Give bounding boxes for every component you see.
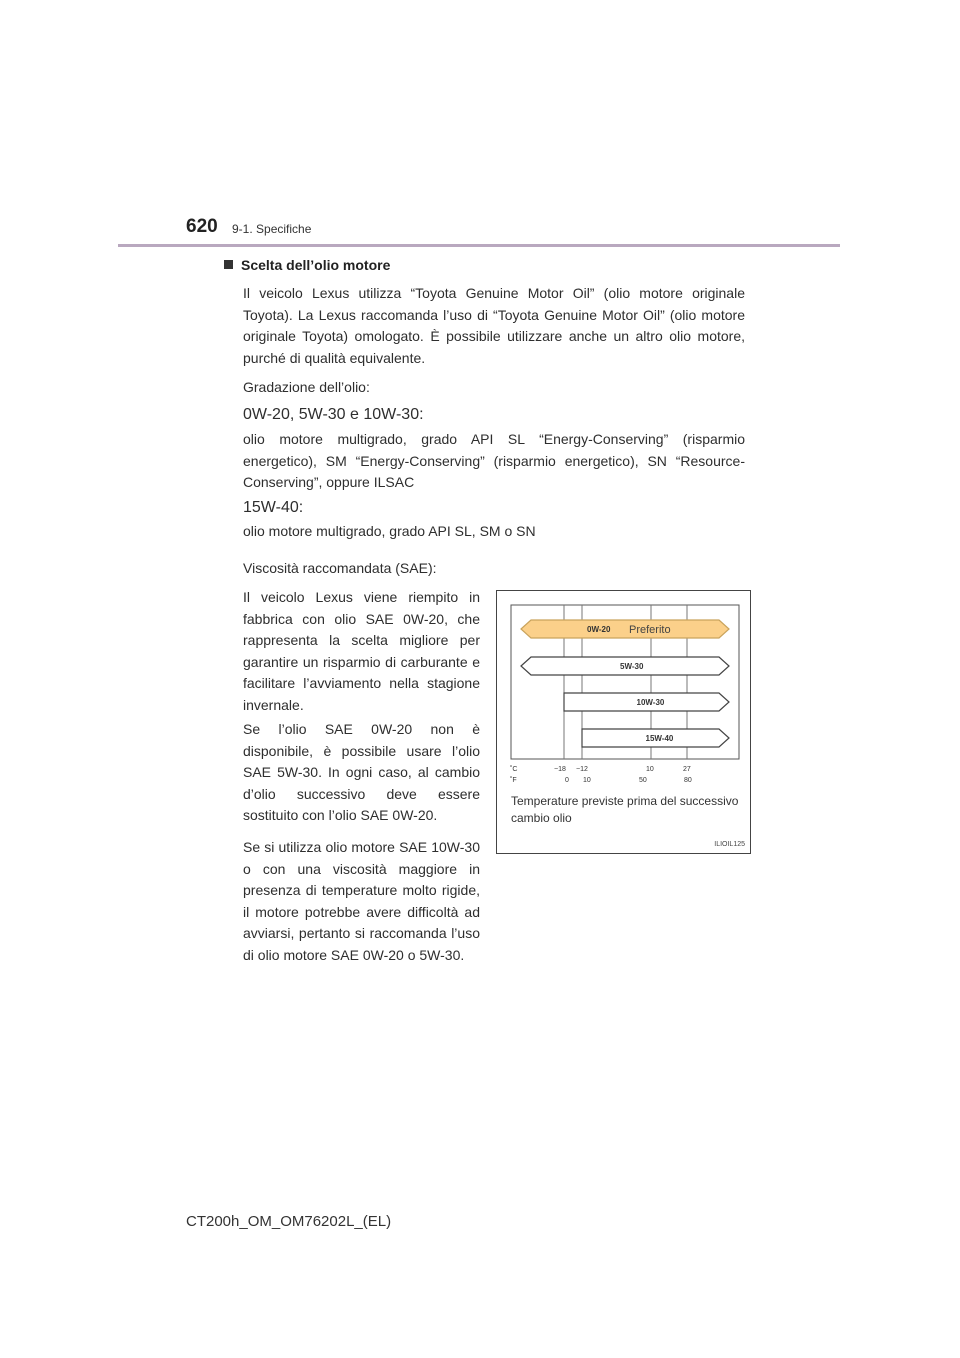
diagram-caption: Temperature previste prima del successivo cambio olio: [511, 794, 739, 825]
viscosity-diagram: [496, 590, 751, 854]
grade1-title: 0W-20, 5W-30 e 10W-30:: [243, 406, 424, 423]
body-paragraph-3: Se si utilizza olio motore SAE 10W-30 o con una viscosità maggiore in presenza di temperature molto rigide, il motore potrebbe avere difficoltà ad avviarsi, pertanto si raccomanda l’uso di olio motore SAE 0W-20 o 5W-30.: [243, 839, 480, 963]
grade-label: Gradazione dell’olio:: [243, 379, 370, 395]
bar-label-10w-30: 10W-30: [636, 698, 665, 707]
tick-c-3: 27: [683, 766, 691, 773]
tick-f-0: 0: [565, 777, 569, 784]
bar-0w-20: [521, 620, 729, 638]
diagram-code: ILIOIL125: [714, 841, 745, 848]
intro-paragraph: Il veicolo Lexus utilizza “Toyota Genuine Motor Oil” (olio motore originale Toyota). La Lexus raccomanda l’uso di “Toyota Genuine Motor Oil” (olio motore originale Toyota) omologato. È possibile utilizzare anche un altro olio motore, purché di qualità equivalente.: [243, 285, 745, 366]
grade2-title: 15W-40:: [243, 499, 304, 516]
body-paragraph-1: Il veicolo Lexus viene riempito in fabbrica con olio SAE 0W-20, che rappresenta la scelta migliore per garantire un risparmio di carburante e facilitare l’avviamento nella stagione invernale.: [243, 589, 480, 713]
tick-c-2: 10: [646, 766, 654, 773]
footer-code: CT200h_OM_OM76202L_(EL): [186, 1213, 392, 1230]
section-title: [224, 257, 390, 273]
tick-c-0: −18: [554, 766, 566, 773]
body-paragraph-2: Se l’olio SAE 0W-20 non è disponibile, è possibile usare l’olio SAE 5W-30. In ogni caso, al cambio d’olio successivo deve essere sostituito con l’olio SAE 0W-20.: [243, 721, 480, 823]
tick-f-1: 10: [583, 777, 591, 784]
preferred-note: Preferito: [629, 624, 671, 636]
page-number: 620: [186, 216, 218, 237]
bar-label-0w-20: 0W-20: [587, 625, 611, 634]
header-rule: [118, 244, 840, 247]
grade1-text: olio motore multigrado, grado API SL “Energy-Conserving” (risparmio energetico), SM “Energy-Conserving” (risparmio energetico), SN “Resource-Conserving”, oppure ILSAC: [243, 431, 745, 490]
bar-label-5w-30: 5W-30: [620, 662, 644, 671]
viscosity-chart-svg: [497, 591, 750, 791]
section-header: 9-1. Specifiche: [232, 222, 312, 236]
unit-fahrenheit: ˚F: [510, 777, 517, 784]
grade2-text: olio motore multigrado, grado API SL, SM o SN: [243, 523, 536, 539]
tick-c-1: −12: [576, 766, 588, 773]
tick-f-3: 80: [684, 777, 692, 784]
unit-celsius: ˚C: [510, 766, 518, 773]
bar-label-15w-40: 15W-40: [645, 734, 674, 743]
viscosity-label: Viscosità raccomandata (SAE):: [243, 560, 437, 576]
section-title-text: Scelta dell’olio motore: [241, 257, 391, 273]
tick-f-2: 50: [639, 777, 647, 784]
bullet-square-icon: [224, 260, 233, 269]
